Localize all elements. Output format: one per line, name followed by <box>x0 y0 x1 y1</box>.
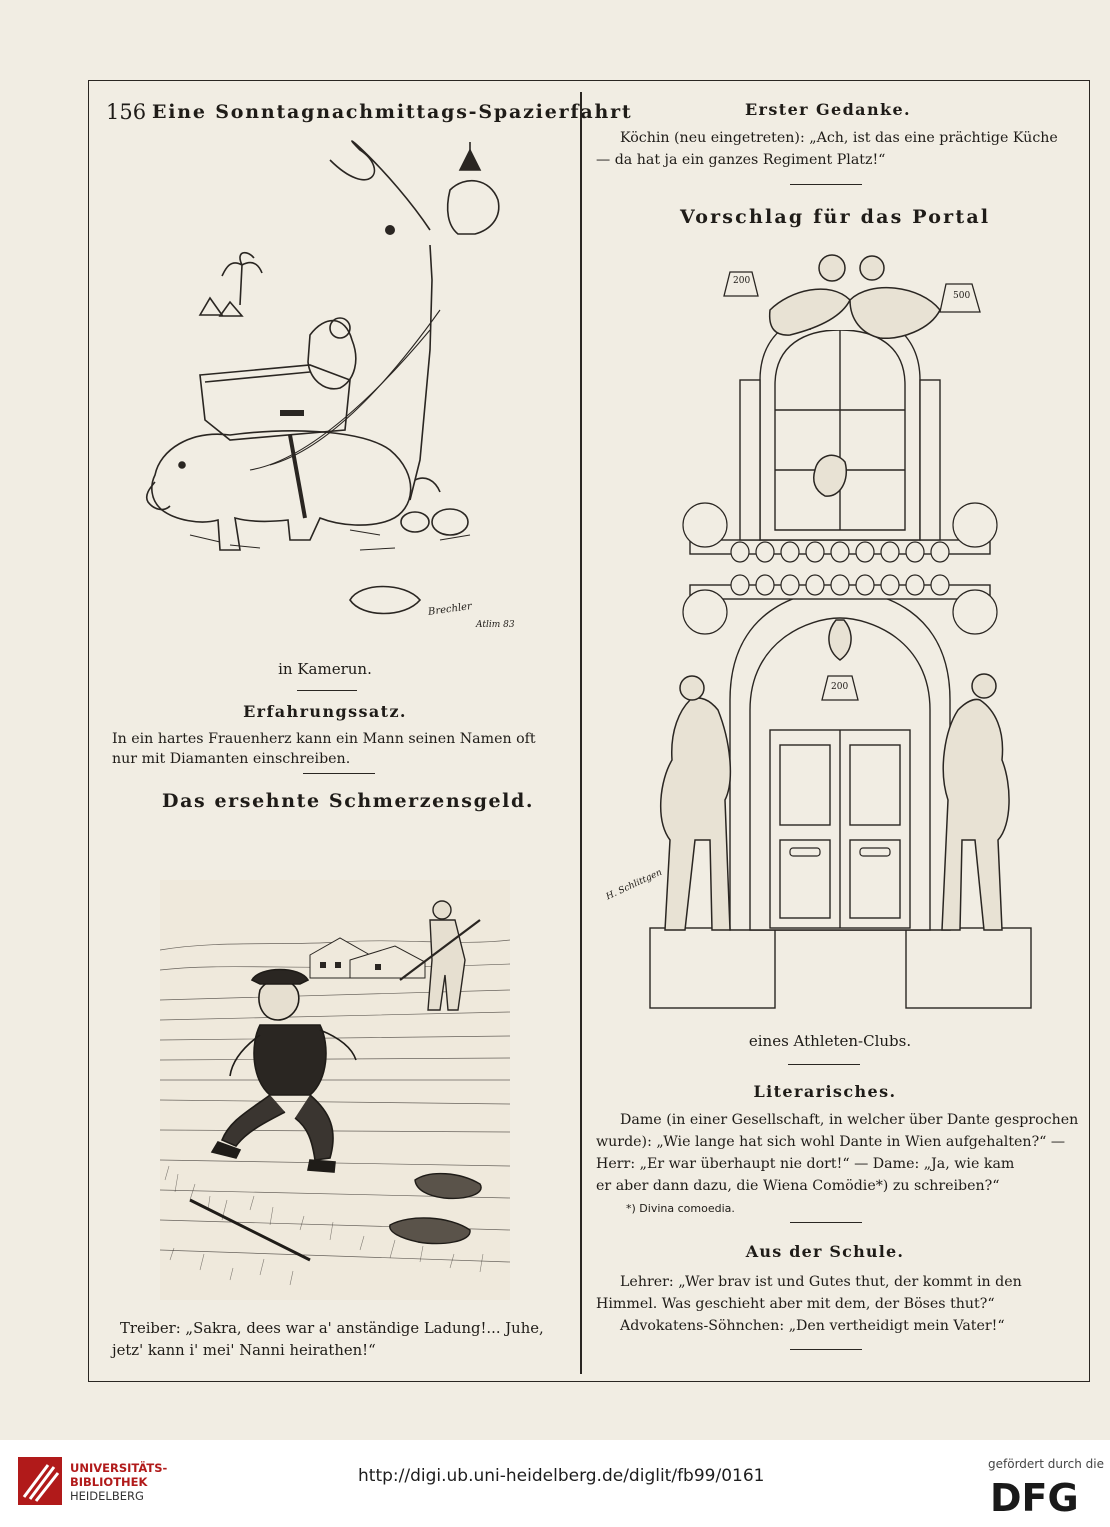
paragraph-line: Himmel. Was geschieht aber mit dem, der Böses thut?“ <box>596 1296 995 1312</box>
column-divider <box>580 92 582 1374</box>
caption-quote-line: Treiber: „Sakra, dees war a' anständige Ladung!... Juhe, <box>120 1320 544 1337</box>
divider-rule <box>790 184 862 185</box>
paragraph-line: Dame (in einer Gesellschaft, in welcher über Dante gesprochen <box>620 1112 1079 1128</box>
page-number: 156 <box>106 100 147 124</box>
dfg-logo <box>988 1477 1096 1517</box>
divider-rule <box>790 1222 862 1223</box>
paragraph-line: wurde): „Wie lange hat sich wohl Dante in Wien aufgehalten?“ — <box>596 1134 1066 1150</box>
dfg-logo-text: DFG <box>990 1477 1079 1517</box>
running-title: Eine Sonntagnachmittags-Spazierfahrt <box>152 101 633 123</box>
portal-caption: eines Athleten-Clubs. <box>748 1032 912 1050</box>
portal-weight-label: 500 <box>953 291 971 301</box>
caption-quote-line: jetz' kann i' mei' Nanni heirathen!“ <box>112 1342 376 1359</box>
funding-note: gefördert durch die <box>988 1457 1104 1471</box>
paragraph-line: er aber dann dazu, die Wiena Comödie*) zu schreiben?“ <box>596 1178 1000 1194</box>
section-title-literarisches: Literarisches. <box>753 1082 897 1101</box>
footnote: *) Divina comoedia. <box>626 1202 735 1215</box>
section-title-portal: Vorschlag für das Portal <box>680 206 991 228</box>
hunting-scene-illustration <box>160 880 510 1300</box>
paragraph-line: Herr: „Er war überhaupt nie dort!“ — Dame: „Ja, wie kam <box>596 1156 1015 1172</box>
cartoon1-caption: in Kamerun. <box>278 660 372 678</box>
portal-weight-label: 200 <box>831 682 849 692</box>
paragraph-line: Advokatens-Söhnchen: „Den vertheidigt mein Vater!“ <box>620 1318 1005 1334</box>
hippo-cartoon-drawing <box>130 130 530 640</box>
section-title-schmerzensgeld: Das ersehnte Schmerzensgeld. <box>162 790 535 812</box>
cartoon1-date: Atlim 83 <box>476 620 515 630</box>
section-title-aus-der-schule: Aus der Schule. <box>745 1242 905 1261</box>
paragraph-line: Lehrer: „Wer brav ist und Gutes thut, der kommt in den <box>620 1274 1022 1290</box>
divider-rule <box>788 1064 860 1065</box>
paragraph-line: In ein hartes Frauenherz kann ein Mann seinen Namen oft <box>112 731 536 747</box>
portal-weight-label: 200 <box>733 276 751 286</box>
hunting-scene-drawing <box>160 880 510 1300</box>
permalink-url[interactable]: http://digi.ub.uni-heidelberg.de/diglit/fb99/0161 <box>358 1466 765 1486</box>
paragraph-line: — da hat ja ein ganzes Regiment Platz!“ <box>596 152 886 168</box>
university-logo-icon <box>18 1457 62 1505</box>
cartoon1-signature: Brechler <box>427 600 473 619</box>
divider-rule <box>790 1349 862 1350</box>
library-line: BIBLIOTHEK <box>70 1475 148 1489</box>
paragraph-line: Köchin (neu eingetreten): „Ach, ist das eine prächtige Küche <box>620 130 1058 146</box>
divider-rule <box>303 773 375 774</box>
paragraph-line: nur mit Diamanten einschreiben. <box>112 751 351 767</box>
library-line: UNIVERSITÄTS- <box>70 1461 168 1475</box>
portal-signature: H. Schlittgen <box>604 867 664 903</box>
section-title-erfahrungssatz: Erfahrungssatz. <box>243 702 407 721</box>
cartoon-kamerun-illustration <box>130 130 530 640</box>
divider-rule <box>297 690 357 691</box>
portal-illustration <box>600 240 1060 1020</box>
portal-drawing <box>600 240 1060 1020</box>
library-name <box>70 1461 167 1503</box>
section-title-erster-gedanke: Erster Gedanke. <box>744 100 912 119</box>
library-line: HEIDELBERG <box>70 1489 144 1503</box>
